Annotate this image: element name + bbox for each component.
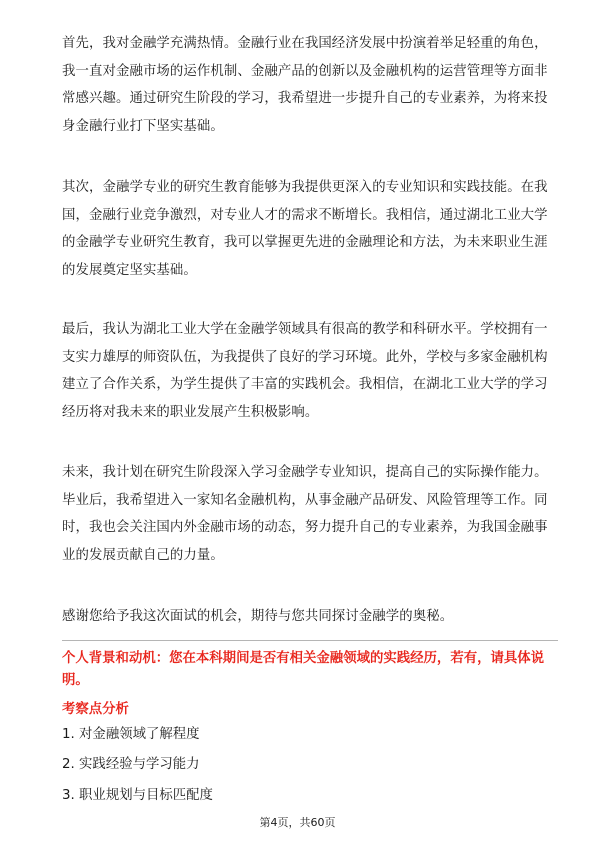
interview-question bbox=[62, 648, 562, 692]
paragraph-line: 最后，我认为湖北工业大学在金融学领域具有很高的教学和科研水平。学校拥有一 bbox=[62, 322, 548, 337]
question-line: 明。 bbox=[62, 673, 89, 688]
paragraph-line: 我一直对金融市场的运作机制、金融产品的创新以及金融机构的运营管理等方面非 bbox=[62, 63, 548, 79]
paragraph-line: 身金融行业打下坚实基础。 bbox=[62, 118, 224, 134]
paragraph-line: 首先，我对金融学充满热情。金融行业在我国经济发展中扮演着举足轻重的角色， bbox=[62, 36, 548, 51]
paragraph-line: 时，我也会关注国内外金融市场的动态，努力提升自己的专业素养，为我国金融事 bbox=[62, 520, 548, 535]
analysis-point: 2. 实践经验与学习能力 bbox=[62, 757, 200, 772]
paragraph-line: 经历将对我未来的职业发展产生积极影响。 bbox=[62, 404, 319, 420]
analysis-point: 1. 对金融领域了解程度 bbox=[62, 727, 200, 742]
section-divider bbox=[62, 640, 558, 641]
paragraph-line: 毕业后，我希望进入一家知名金融机构，从事金融产品研发、风险管理等工作。同 bbox=[62, 492, 548, 508]
question-line: 个人背景和动机：您在本科期间是否有相关金融领域的实践经历，若有，请具体说 bbox=[62, 651, 545, 666]
paragraph-line: 支实力雄厚的师资队伍，为我提供了良好的学习环境。此外，学校与多家金融机构 bbox=[62, 349, 548, 365]
paragraph-first bbox=[62, 30, 562, 140]
paragraph-line: 国，金融行业竞争激烈，对专业人才的需求不断增长。我相信，通过湖北工业大学 bbox=[62, 207, 548, 223]
paragraph-line: 的发展奠定坚实基础。 bbox=[62, 262, 197, 278]
paragraph-fourth bbox=[62, 459, 562, 569]
paragraph-second bbox=[62, 174, 562, 284]
page-number: 第4页，共60页 bbox=[259, 816, 336, 829]
paragraph-third bbox=[62, 316, 562, 426]
paragraph-line: 建立了合作关系，为学生提供了丰富的实践机会。我相信，在湖北工业大学的学习 bbox=[62, 377, 548, 392]
paragraph-line: 感谢您给予我这次面试的机会，期待与您共同探讨金融学的奥秘。 bbox=[62, 609, 454, 624]
paragraph-line: 常感兴趣。通过研究生阶段的学习，我希望进一步提升自己的专业素养，为将来投 bbox=[62, 91, 548, 106]
analysis-point: 3. 职业规划与目标匹配度 bbox=[62, 788, 213, 803]
paragraph-line: 的金融学专业研究生教育，我可以掌握更先进的金融理论和方法，为未来职业生涯 bbox=[62, 235, 548, 250]
paragraph-thanks bbox=[62, 603, 562, 631]
paragraph-line: 未来，我计划在研究生阶段深入学习金融学专业知识，提高自己的实际操作能力。 bbox=[62, 465, 548, 480]
analysis-heading: 考察点分析 bbox=[62, 702, 129, 717]
paragraph-line: 业的发展贡献自己的力量。 bbox=[62, 547, 224, 563]
paragraph-line: 其次，金融学专业的研究生教育能够为我提供更深入的专业知识和实践技能。在我 bbox=[62, 180, 548, 195]
